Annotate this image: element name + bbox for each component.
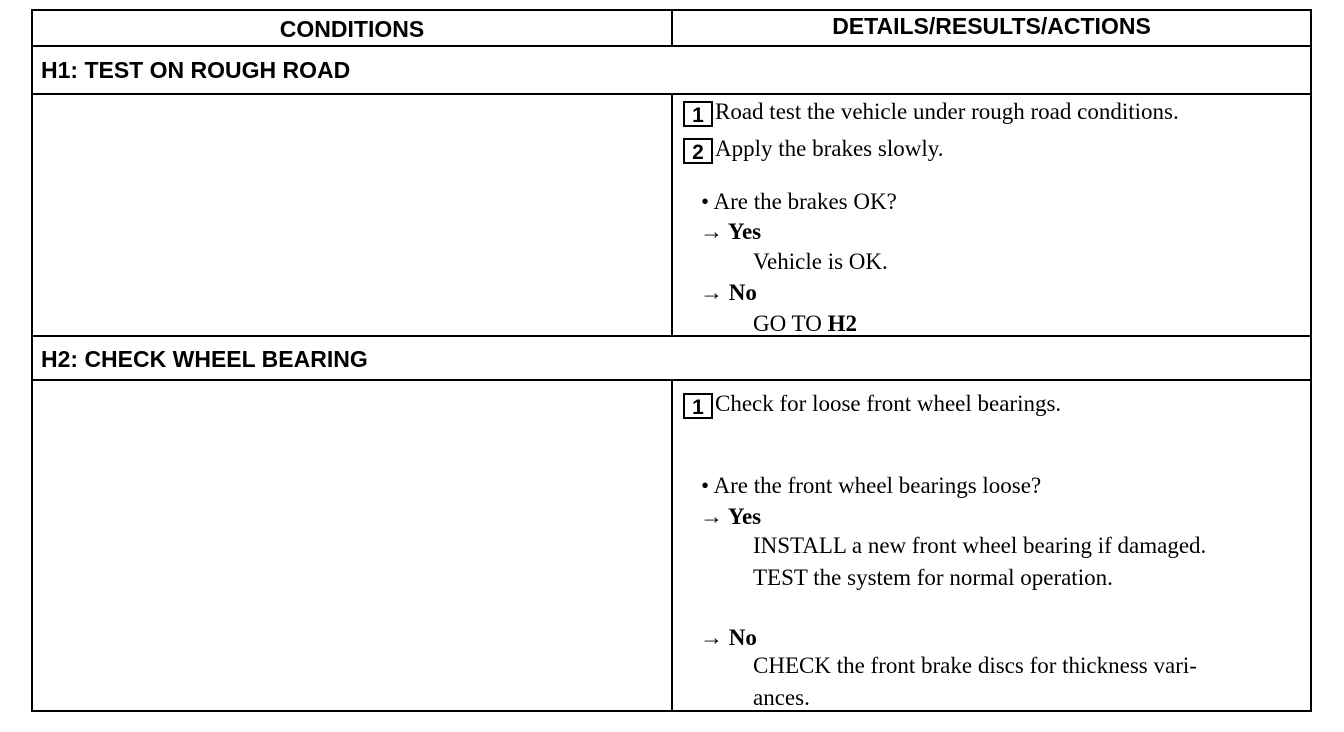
step-text: Apply the brakes slowly. xyxy=(715,136,944,161)
conditions-header: CONDITIONS xyxy=(279,16,425,42)
column-divider xyxy=(671,381,673,712)
h2-yes-label: → Yes xyxy=(700,504,762,529)
goto-text: GO TO xyxy=(753,311,828,336)
h1-no-label: → No xyxy=(700,280,757,305)
section-body-h1 xyxy=(33,95,1310,337)
step-number-box: 1 xyxy=(683,393,713,419)
h1-yes-label: → Yes xyxy=(700,219,762,244)
h2-question: • Are the front wheel bearings loose? xyxy=(701,473,1042,498)
section-title-h2: H2: CHECK WHEEL BEARING xyxy=(41,346,368,372)
h1-step-1 xyxy=(683,99,1179,127)
step-number-box: 2 xyxy=(683,138,713,164)
h1-question: • Are the brakes OK? xyxy=(701,189,897,214)
section-row-h1 xyxy=(33,47,1310,95)
h1-step-2 xyxy=(683,136,943,164)
section-title-h1: H1: TEST ON ROUGH ROAD xyxy=(41,57,351,83)
step-text: Check for loose front wheel bearings. xyxy=(715,391,1062,416)
h2-no-label: → No xyxy=(700,625,757,650)
details-header: DETAILS/RESULTS/ACTIONS xyxy=(832,13,1151,39)
h1-yes-action: Vehicle is OK. xyxy=(753,249,888,274)
section-row-h2 xyxy=(33,337,1310,381)
step-number-box: 1 xyxy=(683,101,713,127)
goto-target: H2 xyxy=(827,311,857,336)
h2-yes-action-2: TEST the system for normal operation. xyxy=(753,565,1113,590)
column-divider xyxy=(671,11,673,47)
step-text: Road test the vehicle under rough road conditions. xyxy=(715,99,1179,124)
h2-yes-action-1: INSTALL a new front wheel bearing if damaged. xyxy=(753,533,1207,558)
h2-step-1 xyxy=(683,391,1061,419)
h2-no-action-2: ances. xyxy=(753,685,810,710)
h2-no-action-1: CHECK the front brake discs for thickness vari- xyxy=(753,653,1197,678)
diagnostic-table xyxy=(31,9,1312,712)
h1-no-action xyxy=(753,311,857,337)
